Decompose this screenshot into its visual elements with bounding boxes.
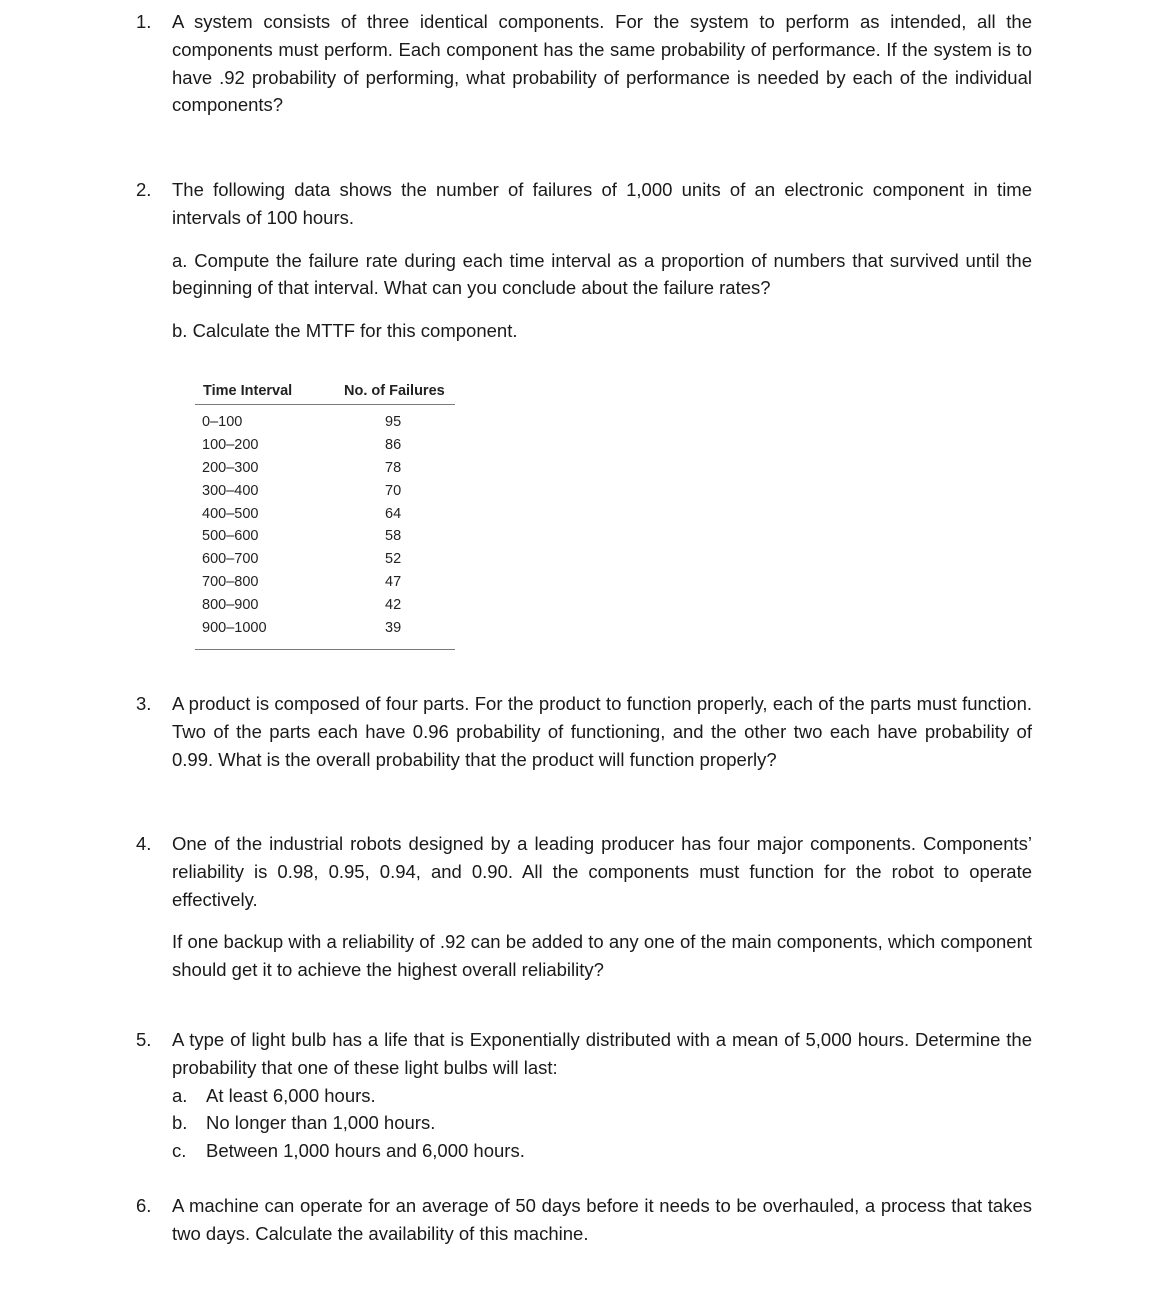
table-row (195, 458, 455, 481)
part-b-text: b. Calculate the MTTF for this component. (172, 320, 518, 342)
failures-cell: 78 (385, 459, 402, 476)
question-text: A system consists of three identical components. For the system to perform as intended, all the components must perform. Each component has the same probability of performance. If the system is to have .92 probability of performing, what probability of performance is needed by each of the individual components? (172, 11, 1032, 116)
question-2 (136, 176, 1032, 345)
failures-cell: 52 (385, 551, 402, 568)
subitem-a (172, 1082, 1032, 1110)
failures-cell: 70 (385, 482, 402, 499)
failures-cell: 47 (385, 574, 402, 591)
header-no-of-failures: No. of Failures (344, 383, 445, 399)
question-text: One of the industrial robots designed by a leading producer has four major components. Components’ reliability is 0.98, 0.95, 0.94, and 0.90. All the components must function for the robot to operate effectively. (172, 833, 1032, 910)
subitem-text: Between 1,000 hours and 6,000 hours. (206, 1140, 525, 1162)
question-number: 1. (136, 11, 152, 32)
interval-cell: 400–500 (202, 505, 259, 522)
table-row (195, 504, 455, 527)
table-row (195, 595, 455, 618)
subitem-b (172, 1109, 1032, 1137)
interval-cell: 500–600 (202, 528, 259, 545)
table-row (195, 618, 455, 641)
question-6 (136, 1192, 1032, 1248)
subitem-c (172, 1137, 1032, 1165)
failures-cell: 86 (385, 436, 402, 453)
table-header (195, 378, 455, 405)
interval-cell: 100–200 (202, 436, 259, 453)
part-a-text: a. Compute the failure rate during each time interval as a proportion of numbers that survived until the beginning of that interval. What can you conclude about the failure rates? (172, 249, 1032, 299)
question-number: 5. (136, 1029, 152, 1050)
subitem-letter: c. (172, 1140, 187, 1162)
interval-cell: 900–1000 (202, 620, 267, 637)
subitem-text: No longer than 1,000 hours. (206, 1112, 436, 1134)
question-text: A product is composed of four parts. For the product to function properly, each of the parts must function. Two of the parts each have 0.96 probability of functioning, and the other two each have probability of 0.99. What is the overall probability that the product will function properly? (172, 693, 1032, 770)
question-number: 6. (136, 1195, 152, 1216)
interval-cell: 200–300 (202, 459, 259, 476)
question-text: The following data shows the number of failures of 1,000 units of an electronic component in time intervals of 100 hours. (172, 179, 1032, 228)
failures-cell: 39 (385, 620, 402, 637)
question-followup-text: If one backup with a reliability of .92 can be added to any one of the main components, which component should get it to achieve the highest overall reliability? (172, 931, 1032, 981)
subitem-text: At least 6,000 hours. (206, 1084, 376, 1106)
table-row (195, 435, 455, 458)
failures-cell: 42 (385, 597, 402, 614)
question-1 (136, 8, 1032, 119)
interval-cell: 700–800 (202, 574, 259, 591)
subitem-letter: a. (172, 1084, 188, 1106)
failures-cell: 95 (385, 414, 402, 430)
question-4 (136, 830, 1032, 984)
question-number: 3. (136, 693, 152, 714)
question-3 (136, 690, 1032, 773)
table-row (195, 412, 455, 435)
question-text: A machine can operate for an average of 50 days before it needs to be overhauled, a process that takes two days. Calculate the availability of this machine. (172, 1195, 1032, 1244)
failures-cell: 64 (385, 505, 402, 522)
interval-cell: 800–900 (202, 597, 259, 614)
question-text: A type of light bulb has a life that is Exponentially distributed with a mean of 5,000 hours. Determine the probability that one of these light bulbs will last: (172, 1029, 1032, 1078)
table-row (195, 549, 455, 572)
table-row (195, 481, 455, 504)
table-row (195, 572, 455, 595)
header-time-interval: Time Interval (203, 383, 293, 399)
interval-cell: 0–100 (202, 414, 243, 430)
failure-table (195, 378, 455, 650)
interval-cell: 300–400 (202, 482, 259, 499)
subitem-letter: b. (172, 1112, 188, 1134)
interval-cell: 600–700 (202, 551, 259, 568)
table-body (195, 405, 455, 650)
table-row (195, 526, 455, 549)
question-5 (136, 1026, 1032, 1165)
question-number: 2. (136, 179, 152, 200)
failures-cell: 58 (385, 528, 402, 545)
question-number: 4. (136, 833, 152, 854)
